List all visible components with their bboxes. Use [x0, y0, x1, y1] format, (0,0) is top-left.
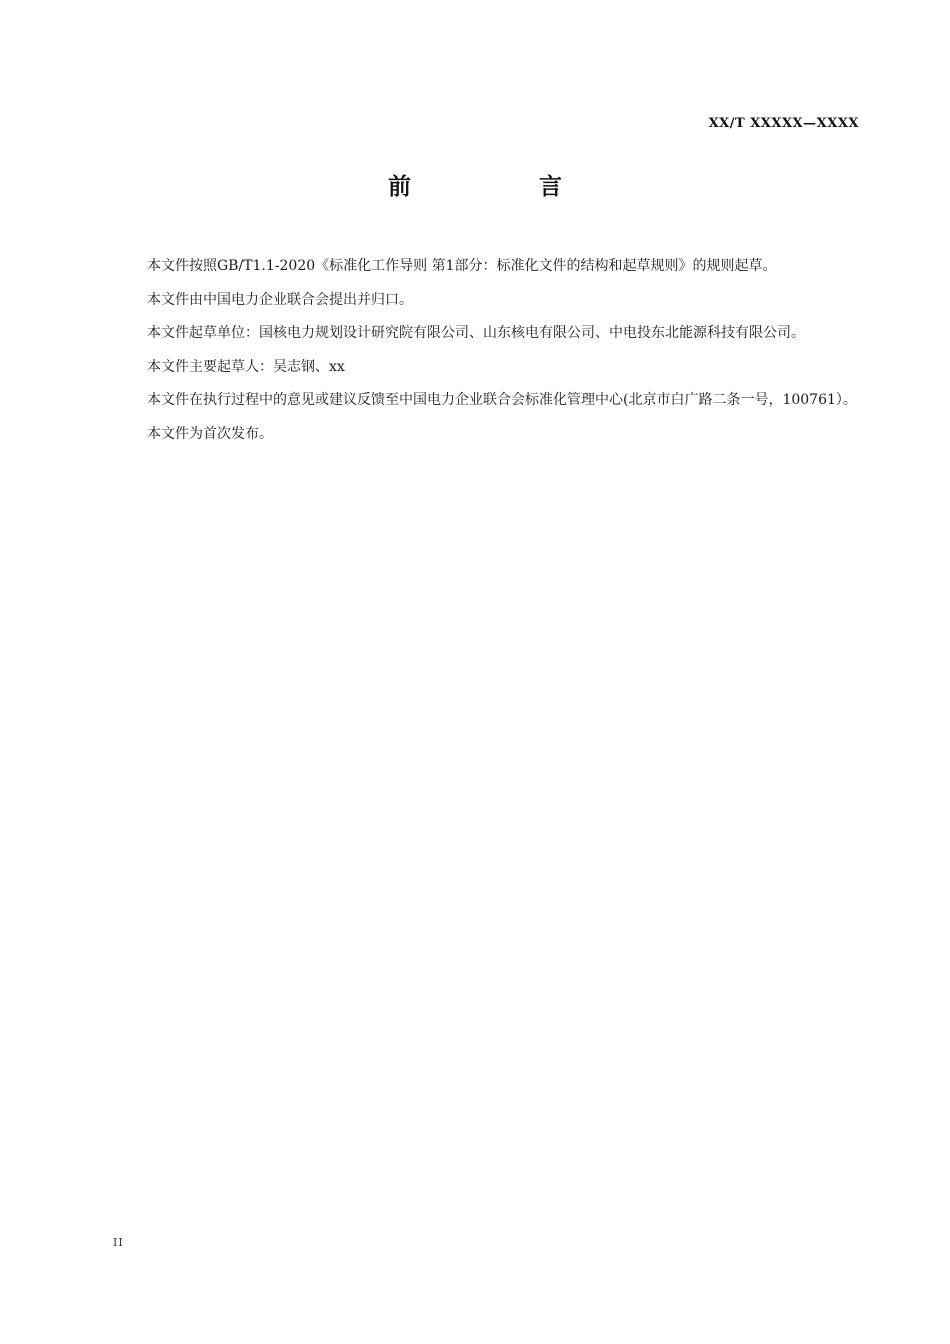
page-number: II — [113, 1236, 124, 1249]
paragraph-feedback: 本文件在执行过程中的意见或建议反馈至中国电力企业联合会标准化管理中心(北京市白广路二条一号，100761）。 — [147, 392, 857, 408]
paragraph-main-drafters: 本文件主要起草人：吴志钢、xx — [147, 358, 345, 375]
paragraph-drafting-units: 本文件起草单位：国核电力规划设计研究院有限公司、山东核电有限公司、中电投东北能源科技有限公司。 — [147, 325, 805, 341]
paragraph-first-release: 本文件为首次发布。 — [147, 425, 273, 442]
document-code: XX/T XXXXX—XXXX — [708, 116, 859, 131]
page-title: 前 言 — [387, 174, 622, 200]
paragraph-drafting-rules: 本文件按照GB/T1.1-2020《标准化工作导则 第1部分：标准化文件的结构和起草规则》的规则起草。 — [147, 258, 777, 274]
preface-body — [113, 252, 860, 453]
paragraph-proposer: 本文件由中国电力企业联合会提出并归口。 — [147, 291, 413, 308]
